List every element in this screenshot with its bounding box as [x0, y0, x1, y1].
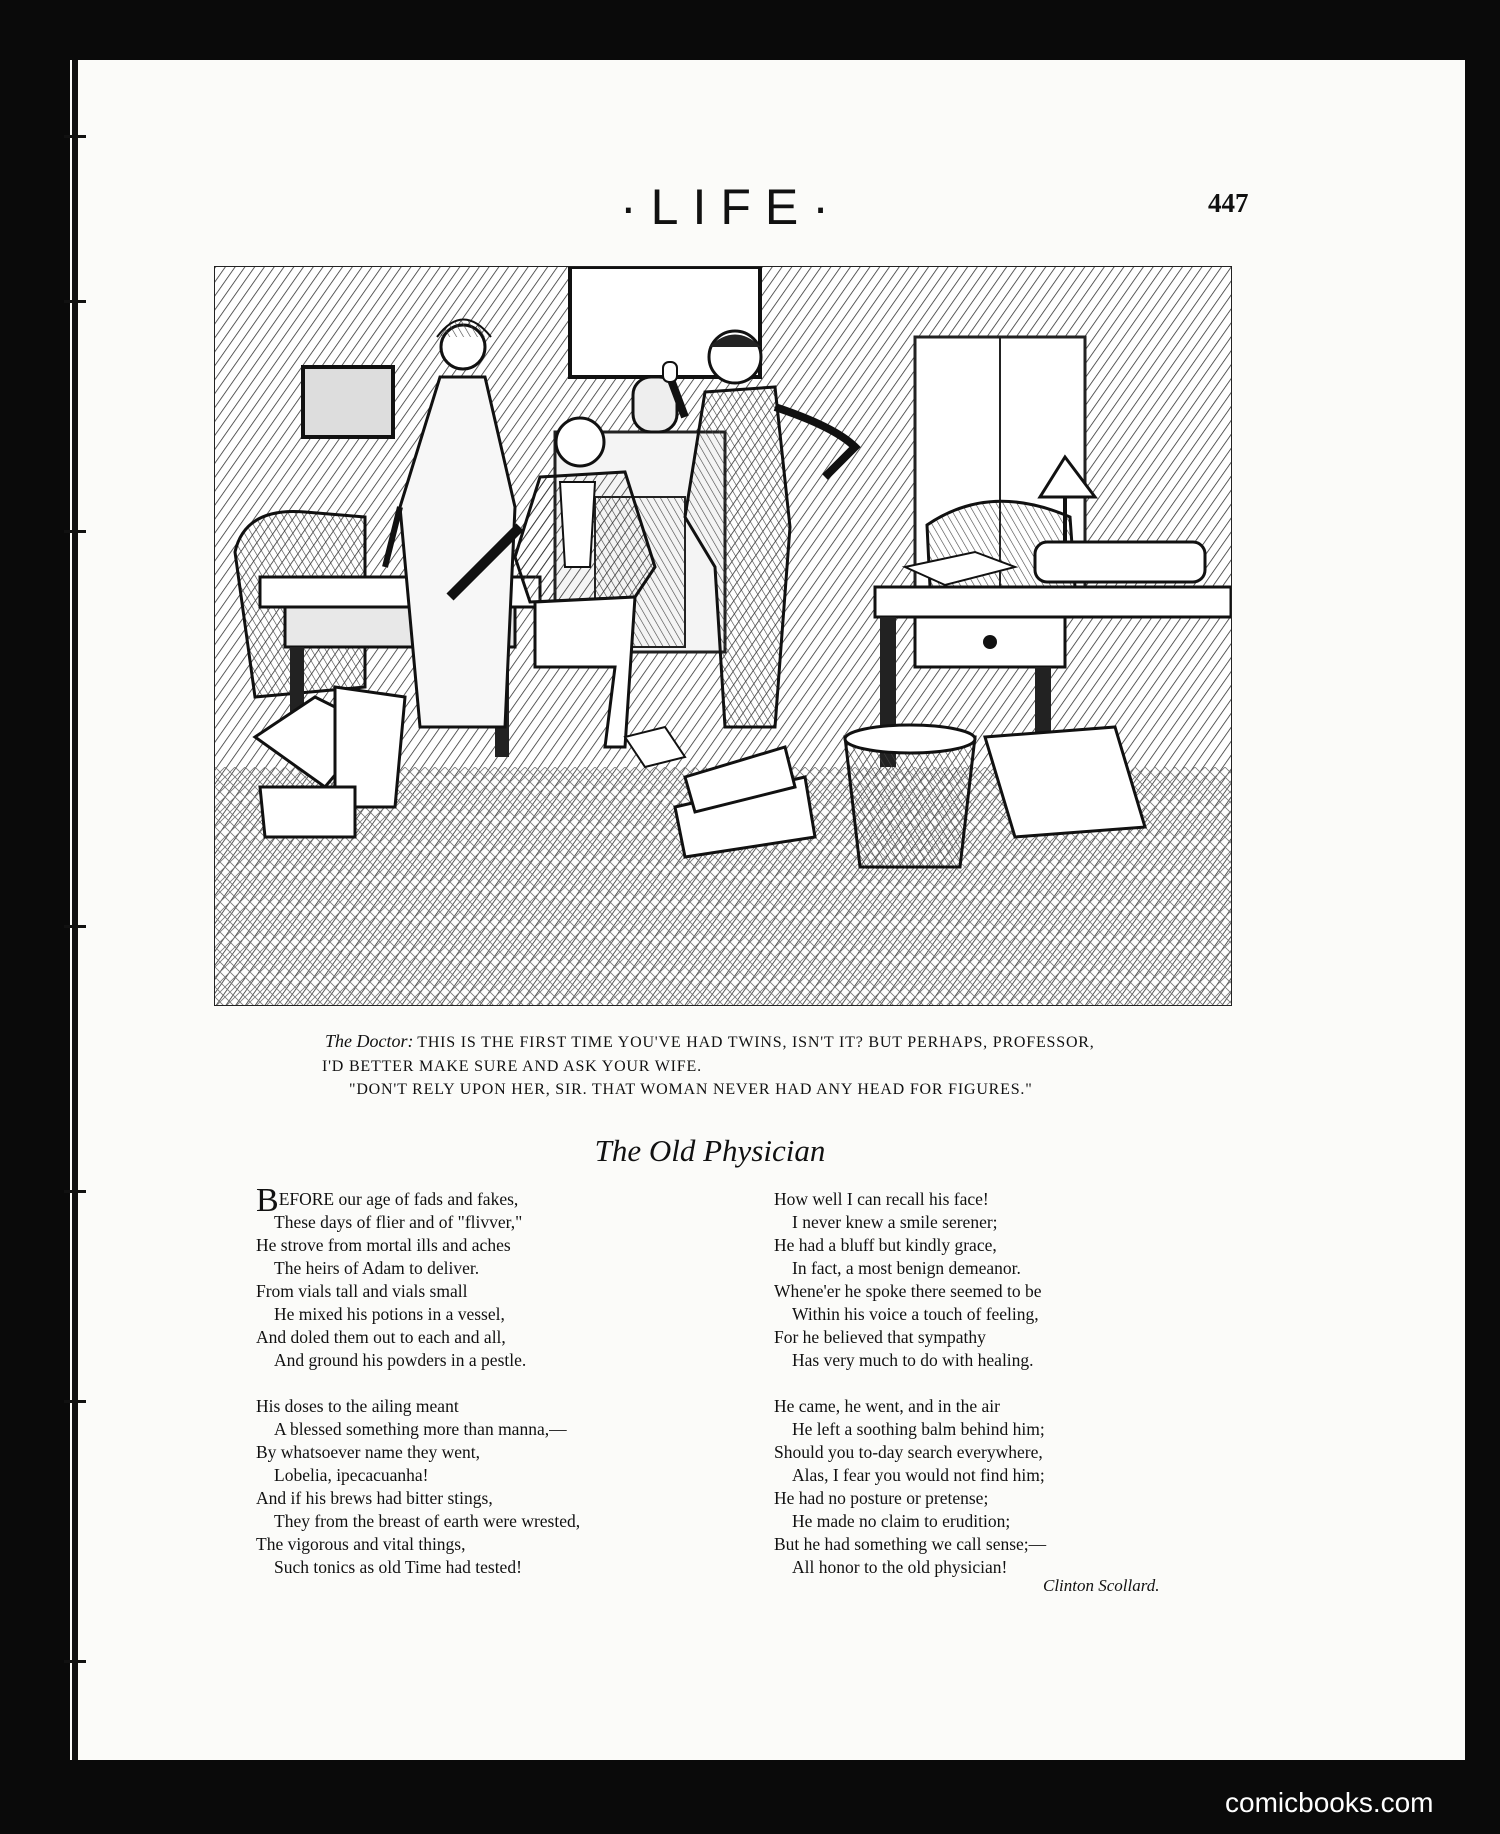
poem-line: He came, he went, and in the air	[774, 1396, 1000, 1416]
poem-author: Clinton Scollard.	[1043, 1576, 1160, 1595]
poem-line: And doled them out to each and all,	[256, 1327, 506, 1347]
poem-line: How well I can recall his face!	[774, 1189, 989, 1209]
poem-line: He had a bluff but kindly grace,	[774, 1235, 997, 1255]
poem-line: He strove from mortal ills and aches	[256, 1235, 511, 1255]
poem-line: Whene'er he spoke there seemed to be	[774, 1281, 1042, 1301]
poem-line: The heirs of Adam to deliver.	[274, 1258, 480, 1278]
spine-tick	[64, 530, 86, 533]
poem-line: He left a soothing balm behind him;	[792, 1419, 1045, 1439]
binding-spine	[72, 60, 78, 1760]
poem-line: From vials tall and vials small	[256, 1281, 468, 1301]
caption-line-1: THIS IS THE FIRST TIME YOU'VE HAD TWINS, ISN'T IT? BUT PERHAPS, PROFESSOR,	[417, 1034, 1095, 1051]
poem-line: And ground his powders in a pestle.	[274, 1350, 527, 1370]
poem-line: A blessed something more than manna,—	[274, 1419, 567, 1439]
poem-line: The vigorous and vital things,	[256, 1534, 466, 1554]
spine-tick	[64, 135, 86, 138]
poem-line: Such tonics as old Time had tested!	[274, 1557, 522, 1577]
poem-line: He mixed his potions in a vessel,	[274, 1304, 505, 1324]
magazine-masthead: ·LIFE·	[620, 179, 843, 235]
spine-tick	[64, 1660, 86, 1663]
poem-title: The Old Physician	[594, 1133, 826, 1168]
poem-line: Alas, I fear you would not find him;	[792, 1465, 1045, 1485]
caption-speaker: The Doctor:	[325, 1031, 414, 1051]
spine-tick	[64, 300, 86, 303]
poem-column-left	[256, 1182, 686, 1579]
poem-line: He made no claim to erudition;	[792, 1511, 1011, 1531]
cartoon-illustration	[214, 266, 1232, 1006]
poem-line: These days of flier and of "flivver,"	[274, 1212, 523, 1232]
poem-line: Should you to-day search everywhere,	[774, 1442, 1043, 1462]
poem-line: EFORE our age of fads and fakes,	[278, 1189, 519, 1209]
poem-line: For he believed that sympathy	[774, 1327, 986, 1347]
site-watermark: comicbooks.com	[1225, 1787, 1434, 1818]
poem-line: Within his voice a touch of feeling,	[792, 1304, 1039, 1324]
poem-line: In fact, a most benign demeanor.	[792, 1258, 1021, 1278]
poem-line: All honor to the old physician!	[792, 1557, 1008, 1577]
poem-line: But he had something we call sense;—	[774, 1534, 1047, 1554]
spine-tick	[64, 1190, 86, 1193]
poem-line: I never knew a smile serener;	[792, 1212, 998, 1232]
poem-column-right	[774, 1188, 1204, 1579]
poem-line: He had no posture or pretense;	[774, 1488, 989, 1508]
poem-line: Lobelia, ipecacuanha!	[274, 1465, 429, 1485]
caption-line-2: I'D BETTER MAKE SURE AND ASK YOUR WIFE.	[322, 1058, 702, 1075]
poem-line: And if his brews had bitter stings,	[256, 1488, 493, 1508]
drop-cap: B	[256, 1182, 279, 1219]
cartoon-caption	[322, 1030, 1145, 1101]
poem-line: Has very much to do with healing.	[792, 1350, 1034, 1370]
page-number: 447	[1208, 188, 1249, 218]
spine-tick	[64, 1400, 86, 1403]
spine-tick	[64, 925, 86, 928]
poem-line: By whatsoever name they went,	[256, 1442, 481, 1462]
poem-line: His doses to the ailing meant	[256, 1396, 459, 1416]
poem-line: They from the breast of earth were wrested,	[274, 1511, 581, 1531]
caption-line-3: "DON'T RELY UPON HER, SIR. THAT WOMAN NEVER HAD ANY HEAD FOR FIGURES."	[349, 1081, 1033, 1098]
